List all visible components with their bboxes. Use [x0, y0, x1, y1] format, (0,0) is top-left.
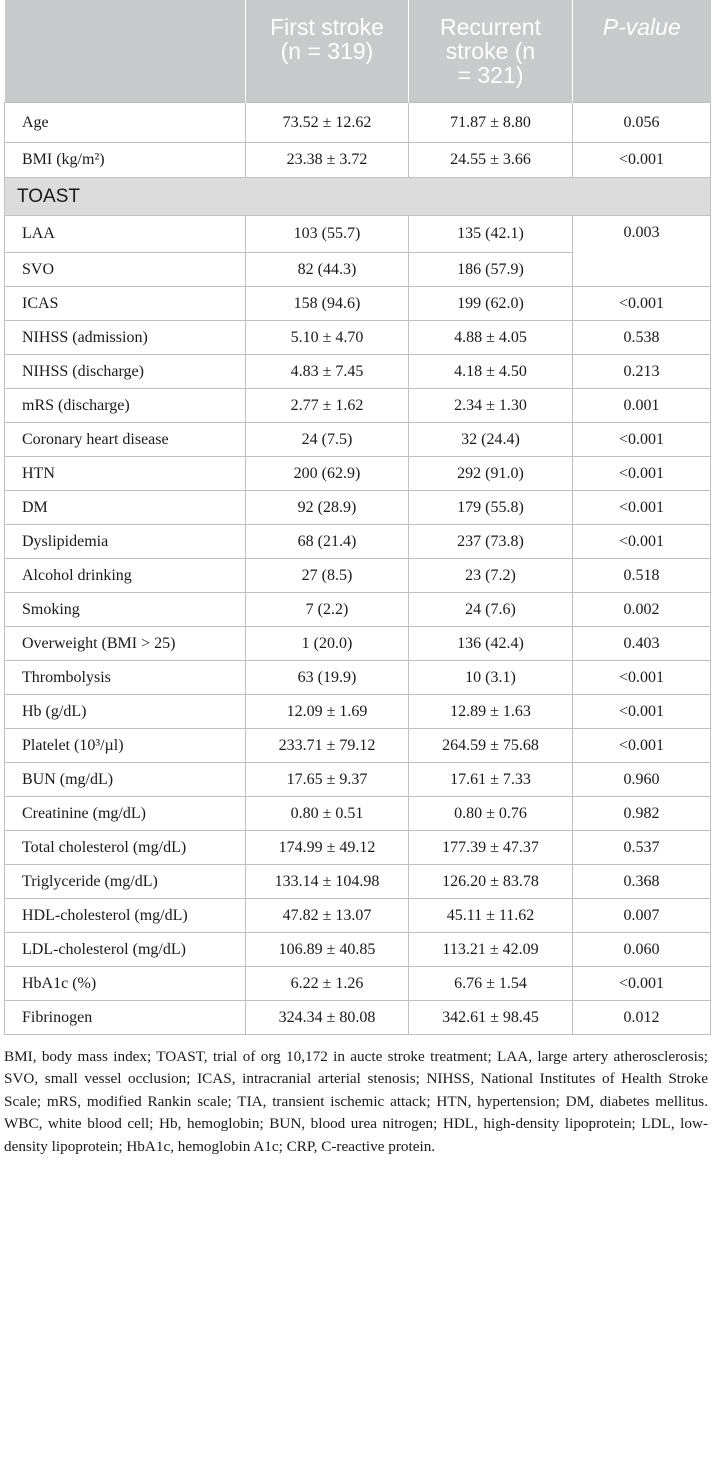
header-p-value: P-value	[573, 0, 711, 103]
table-row	[5, 457, 711, 491]
p-value: <0.001	[573, 423, 711, 457]
table-row	[5, 933, 711, 967]
first-stroke-value: 12.09 ± 1.69	[246, 695, 409, 729]
row-label: HDL-cholesterol (mg/dL)	[5, 899, 246, 933]
recurrent-stroke-value: 199 (62.0)	[409, 287, 573, 321]
table-header	[5, 0, 711, 103]
p-value: <0.001	[573, 661, 711, 695]
first-stroke-value: 7 (2.2)	[246, 593, 409, 627]
header-recurrent-stroke: Recurrent stroke (n = 321)	[409, 0, 573, 103]
first-stroke-value: 103 (55.7)	[246, 216, 409, 253]
table-row	[5, 831, 711, 865]
first-stroke-value: 0.80 ± 0.51	[246, 797, 409, 831]
first-stroke-value: 174.99 ± 49.12	[246, 831, 409, 865]
p-value: 0.960	[573, 763, 711, 797]
header-label-column	[5, 0, 246, 103]
row-label: LAA	[5, 216, 246, 253]
row-label: NIHSS (discharge)	[5, 355, 246, 389]
row-label: Total cholesterol (mg/dL)	[5, 831, 246, 865]
first-stroke-value: 6.22 ± 1.26	[246, 967, 409, 1001]
table-row	[5, 695, 711, 729]
table-row	[5, 491, 711, 525]
header-first-stroke: First stroke (n = 319)	[246, 0, 409, 103]
table-row	[5, 423, 711, 457]
first-stroke-value: 158 (94.6)	[246, 287, 409, 321]
recurrent-stroke-value: 24.55 ± 3.66	[409, 143, 573, 178]
row-label: Dyslipidemia	[5, 525, 246, 559]
table-row	[5, 287, 711, 321]
p-value: <0.001	[573, 695, 711, 729]
p-value: <0.001	[573, 457, 711, 491]
row-label: Age	[5, 103, 246, 143]
recurrent-stroke-value: 264.59 ± 75.68	[409, 729, 573, 763]
p-value: <0.001	[573, 525, 711, 559]
recurrent-stroke-value: 23 (7.2)	[409, 559, 573, 593]
first-stroke-value: 17.65 ± 9.37	[246, 763, 409, 797]
first-stroke-value: 324.34 ± 80.08	[246, 1001, 409, 1035]
first-stroke-value: 200 (62.9)	[246, 457, 409, 491]
first-stroke-value: 92 (28.9)	[246, 491, 409, 525]
first-stroke-value: 63 (19.9)	[246, 661, 409, 695]
p-value: 0.368	[573, 865, 711, 899]
table-row	[5, 355, 711, 389]
recurrent-stroke-value: 135 (42.1)	[409, 216, 573, 253]
section-label: TOAST	[5, 178, 711, 216]
recurrent-stroke-value: 126.20 ± 83.78	[409, 865, 573, 899]
row-label: Triglyceride (mg/dL)	[5, 865, 246, 899]
table-row	[5, 729, 711, 763]
table-row	[5, 389, 711, 423]
row-label: HTN	[5, 457, 246, 491]
p-value: <0.001	[573, 967, 711, 1001]
table-row	[5, 559, 711, 593]
p-value: 0.003	[573, 216, 711, 287]
recurrent-stroke-value: 4.18 ± 4.50	[409, 355, 573, 389]
recurrent-stroke-value: 24 (7.6)	[409, 593, 573, 627]
row-label: LDL-cholesterol (mg/dL)	[5, 933, 246, 967]
p-value: 0.537	[573, 831, 711, 865]
p-value: <0.001	[573, 287, 711, 321]
row-label: NIHSS (admission)	[5, 321, 246, 355]
row-label: ICAS	[5, 287, 246, 321]
p-value: 0.002	[573, 593, 711, 627]
recurrent-stroke-value: 4.88 ± 4.05	[409, 321, 573, 355]
p-value: <0.001	[573, 729, 711, 763]
characteristics-table	[4, 0, 711, 1035]
p-value: 0.538	[573, 321, 711, 355]
table-row	[5, 593, 711, 627]
row-label: Smoking	[5, 593, 246, 627]
table-row	[5, 1001, 711, 1035]
first-stroke-value: 4.83 ± 7.45	[246, 355, 409, 389]
row-label: Fibrinogen	[5, 1001, 246, 1035]
table-row	[5, 763, 711, 797]
recurrent-stroke-value: 10 (3.1)	[409, 661, 573, 695]
first-stroke-value: 23.38 ± 3.72	[246, 143, 409, 178]
first-stroke-value: 47.82 ± 13.07	[246, 899, 409, 933]
p-value: <0.001	[573, 143, 711, 178]
table-container	[4, 0, 710, 1158]
first-stroke-value: 27 (8.5)	[246, 559, 409, 593]
row-label: HbA1c (%)	[5, 967, 246, 1001]
p-value: 0.060	[573, 933, 711, 967]
table-row	[5, 661, 711, 695]
row-label: Alcohol drinking	[5, 559, 246, 593]
p-value: 0.982	[573, 797, 711, 831]
first-stroke-value: 24 (7.5)	[246, 423, 409, 457]
table-body	[5, 103, 711, 1035]
recurrent-stroke-value: 136 (42.4)	[409, 627, 573, 661]
first-stroke-value: 82 (44.3)	[246, 253, 409, 287]
recurrent-stroke-value: 186 (57.9)	[409, 253, 573, 287]
row-label: Overweight (BMI > 25)	[5, 627, 246, 661]
row-label: BMI (kg/m²)	[5, 143, 246, 178]
p-value: 0.213	[573, 355, 711, 389]
table-row	[5, 899, 711, 933]
row-label: SVO	[5, 253, 246, 287]
p-value: 0.518	[573, 559, 711, 593]
recurrent-stroke-value: 17.61 ± 7.33	[409, 763, 573, 797]
table-row	[5, 103, 711, 143]
row-label: Hb (g/dL)	[5, 695, 246, 729]
recurrent-stroke-value: 342.61 ± 98.45	[409, 1001, 573, 1035]
row-label: DM	[5, 491, 246, 525]
p-value: 0.007	[573, 899, 711, 933]
row-label: BUN (mg/dL)	[5, 763, 246, 797]
p-value: 0.403	[573, 627, 711, 661]
first-stroke-value: 133.14 ± 104.98	[246, 865, 409, 899]
first-stroke-value: 2.77 ± 1.62	[246, 389, 409, 423]
table-row	[5, 865, 711, 899]
first-stroke-value: 233.71 ± 79.12	[246, 729, 409, 763]
table-row	[5, 627, 711, 661]
recurrent-stroke-value: 237 (73.8)	[409, 525, 573, 559]
table-row	[5, 525, 711, 559]
table-footnote: BMI, body mass index; TOAST, trial of org 10,172 in aucte stroke treatment; LAA, large artery atherosclerosis; SVO, small vessel occlusion; ICAS, intracranial arterial stenosis; NIHSS, National Institutes of Health Stroke Scale; mRS, modified Rankin scale; TIA, transient ischemic attack; HTN, hypertension; DM, diabetes mellitus. WBC, white blood cell; Hb, hemoglobin; BUN, blood urea nitrogen; HDL, high-density lipoprotein; LDL, low-density lipoprotein; HbA1c, hemoglobin A1c; CRP, C-reactive protein.	[4, 1048, 708, 1155]
recurrent-stroke-value: 292 (91.0)	[409, 457, 573, 491]
row-label: Platelet (10³/µl)	[5, 729, 246, 763]
first-stroke-value: 68 (21.4)	[246, 525, 409, 559]
row-label: Thrombolysis	[5, 661, 246, 695]
first-stroke-value: 1 (20.0)	[246, 627, 409, 661]
p-value: 0.056	[573, 103, 711, 143]
recurrent-stroke-value: 12.89 ± 1.63	[409, 695, 573, 729]
recurrent-stroke-value: 71.87 ± 8.80	[409, 103, 573, 143]
p-value: 0.012	[573, 1001, 711, 1035]
recurrent-stroke-value: 0.80 ± 0.76	[409, 797, 573, 831]
row-label: mRS (discharge)	[5, 389, 246, 423]
recurrent-stroke-value: 6.76 ± 1.54	[409, 967, 573, 1001]
table-row	[5, 143, 711, 178]
recurrent-stroke-value: 177.39 ± 47.37	[409, 831, 573, 865]
table-row	[5, 216, 711, 253]
recurrent-stroke-value: 45.11 ± 11.62	[409, 899, 573, 933]
row-label: Coronary heart disease	[5, 423, 246, 457]
p-value: <0.001	[573, 491, 711, 525]
table-row	[5, 797, 711, 831]
first-stroke-value: 73.52 ± 12.62	[246, 103, 409, 143]
recurrent-stroke-value: 179 (55.8)	[409, 491, 573, 525]
row-label: Creatinine (mg/dL)	[5, 797, 246, 831]
first-stroke-value: 5.10 ± 4.70	[246, 321, 409, 355]
p-value: 0.001	[573, 389, 711, 423]
recurrent-stroke-value: 113.21 ± 42.09	[409, 933, 573, 967]
recurrent-stroke-value: 2.34 ± 1.30	[409, 389, 573, 423]
first-stroke-value: 106.89 ± 40.85	[246, 933, 409, 967]
section-row-toast	[5, 178, 711, 216]
table-row	[5, 321, 711, 355]
recurrent-stroke-value: 32 (24.4)	[409, 423, 573, 457]
table-row	[5, 967, 711, 1001]
